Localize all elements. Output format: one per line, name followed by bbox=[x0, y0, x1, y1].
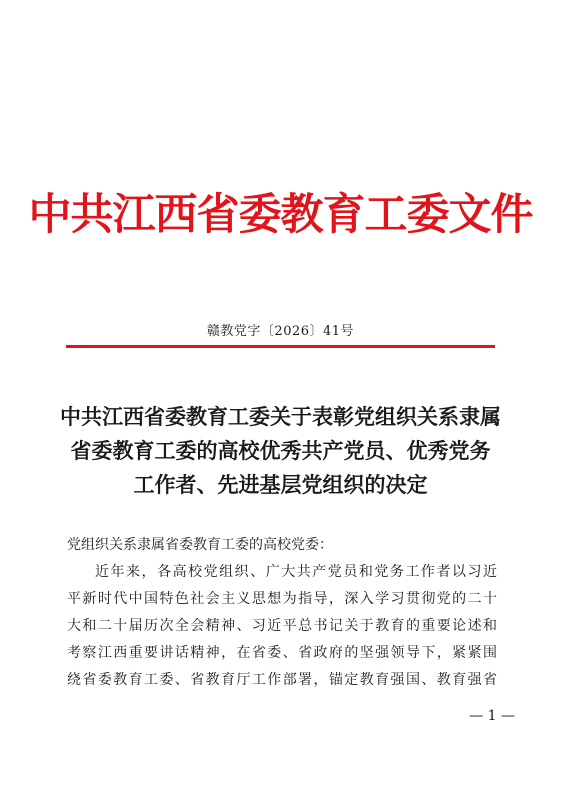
document-body bbox=[67, 532, 497, 694]
paragraph-line: 考察江西重要讲话精神，在省委、省政府的坚强领导下，紧紧围 bbox=[67, 645, 497, 661]
page-number: — 1 — bbox=[469, 708, 515, 724]
paragraph-line: 平新时代中国特色社会主义思想为指导，深入学习贯彻党的二十 bbox=[67, 591, 497, 607]
paragraph-line: 大和二十届历次全会精神、习近平总书记关于教育的重要论述和 bbox=[67, 618, 497, 634]
salutation: 党组织关系隶属省委教育工委的高校党委： bbox=[67, 537, 333, 553]
document-title-line: 工作者、先进基层党组织的决定 bbox=[133, 472, 428, 497]
document-header-title: 中共江西省委教育工委文件 bbox=[28, 190, 533, 240]
document-title-line: 省委教育工委的高校优秀共产党员、优秀党务 bbox=[70, 438, 491, 463]
paragraph-line: 绕省委教育工委、省教育厅工作部署，锚定教育强国、教育强省 bbox=[67, 672, 497, 688]
paragraph-line: 近年来，各高校党组织、广大共产党员和党务工作者以习近 bbox=[95, 564, 497, 580]
red-divider-line bbox=[66, 345, 495, 348]
document-title bbox=[56, 400, 505, 502]
document-number: 赣教党字〔2026〕41号 bbox=[206, 324, 355, 339]
document-title-line: 中共江西省委教育工委关于表彰党组织关系隶属 bbox=[60, 404, 501, 429]
